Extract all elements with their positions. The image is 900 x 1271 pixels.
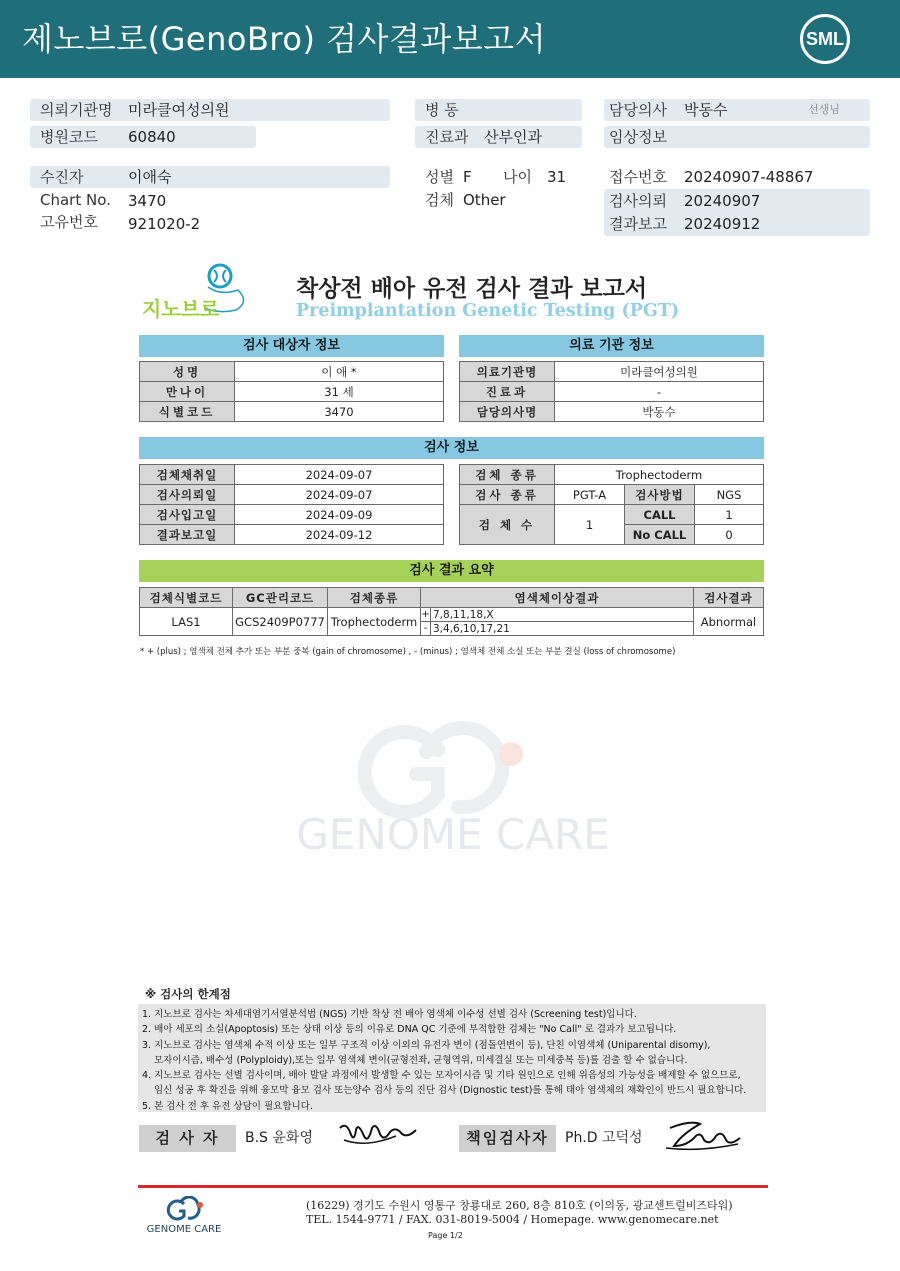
report-date-label: 결과보고일 (140, 525, 235, 545)
call-label: CALL (625, 505, 695, 525)
plus-sign: + (421, 609, 430, 620)
examinee-box (30, 166, 390, 188)
department-value: 산부인과 (484, 128, 542, 146)
test-dates-table (139, 464, 444, 545)
receipt-label: 접수번호 (609, 168, 667, 186)
summary-table (139, 587, 764, 636)
institution-section-head: 의료 기관 정보 (459, 335, 764, 357)
institution-table (459, 361, 764, 422)
call: 1 (695, 505, 764, 525)
request-value: 20240907 (684, 192, 761, 210)
genome-care-watermark-icon (278, 712, 628, 862)
ward-label: 병 동 (425, 101, 459, 119)
page-number: Page 1/2 (428, 1231, 463, 1240)
genome-care-logo-icon (136, 1196, 232, 1236)
limits-line: 5. 본 검사 전 후 유전 상담이 필요합니다. (142, 1100, 313, 1112)
table-row (140, 588, 764, 608)
table-row (140, 402, 444, 422)
plus-chromosomes: 7,8,11,18,X (431, 608, 694, 622)
collect-label: 검체채취일 (140, 465, 235, 485)
subject-section-head: 검사 대상자 정보 (139, 335, 444, 357)
limits-box (138, 1004, 766, 1112)
table-row (460, 485, 764, 505)
request-date: 2024-09-07 (235, 485, 444, 505)
institution-value: 미라클여성의원 (128, 101, 230, 119)
doctor-value: 박동수 (684, 101, 728, 119)
department-label: 진료과 (425, 128, 469, 146)
summary-gc: GCS2409P0777 (233, 608, 328, 636)
summary-col-id: 검체식별코드 (140, 588, 233, 608)
table-row (460, 402, 764, 422)
inst-name: 미라클여성의원 (555, 362, 764, 382)
chart-label: Chart No. (40, 191, 111, 209)
chief-label: 책임검사자 (459, 1125, 556, 1152)
limits-line: 1. 지노브로 검사는 차세대염기서열분석법 (NGS) 기반 착상 전 배아 염색체 이수성 선별 검사 (Screening test)입니다. (142, 1009, 637, 1020)
unique-label: 고유번호 (40, 213, 98, 231)
inst-dept: - (555, 382, 764, 402)
subject-age: 31 세 (235, 382, 444, 402)
table-row (460, 505, 764, 525)
footer-address-block (306, 1199, 733, 1227)
subject-name: 이 애 * (235, 362, 444, 382)
limits-line: 임신 성공 후 확진을 위해 융모막 융모 검사 또는양수 검사 등의 진단 검사 (Dignostic test)를 통해 태아 염색체의 재확인이 반드시 필요합니다. (154, 1085, 747, 1097)
inst-name-label: 의료기관명 (460, 362, 555, 382)
nocall: 0 (695, 525, 764, 545)
report-title-ko: 착상전 배아 유전 검사 결과 보고서 (296, 276, 648, 302)
summary-footnote: * + (plus) ; 염색체 전체 추가 또는 부분 중복 (gain of chromosome) , - (minus) ; 염색체 전체 소실 또는 부분 결실 (loss of chromosome) (140, 647, 676, 657)
minus-chromosomes: 3,4,6,10,17,21 (431, 622, 694, 636)
test-method-table (459, 464, 764, 545)
test-type-label: 검사 종류 (460, 485, 555, 505)
table-row (460, 362, 764, 382)
inst-doctor: 박동수 (555, 402, 764, 422)
collect-date: 2024-09-07 (235, 465, 444, 485)
limits-line: 4. 지노브로 검사는 선별 검사이며, 배아 발달 과정에서 발생할 수 있는 모자이시즘 및 기타 원인으로 인해 위음성의 가능성을 배제할 수 없으므로, (142, 1070, 741, 1082)
table-row (140, 465, 444, 485)
chief-name: Ph.D 고덕성 (565, 1130, 643, 1146)
hospital-code-value: 60840 (128, 128, 176, 146)
sex-label: 성별 (425, 168, 454, 186)
request-date-label: 검사의뢰일 (140, 485, 235, 505)
report-title-en: Preimplantation Genetic Testing (PGT) (296, 301, 680, 321)
test-section-head: 검사 정보 (139, 437, 764, 459)
count: 1 (555, 505, 625, 545)
doctor-label: 담당의사 (609, 101, 667, 119)
genobro-logo (140, 260, 252, 322)
chief-signature (660, 1116, 744, 1156)
institution-label: 의뢰기관명 (40, 101, 113, 119)
limits-line: 2. 배아 세포의 소실(Apoptosis) 또는 상태 이상 등의 이유로 DNA QC 기준에 부적합한 검체는 "No Call" 로 결과가 보고됩니다. (142, 1024, 677, 1036)
receive-date: 2024-09-09 (235, 505, 444, 525)
specimen-type: Trophectoderm (555, 465, 764, 485)
table-row (140, 485, 444, 505)
report-date: 2024-09-12 (235, 525, 444, 545)
request-label: 검사의뢰 (609, 192, 667, 210)
summary-section-head: 검사 결과 요약 (139, 560, 764, 582)
tester-signature (336, 1118, 422, 1152)
receipt-value: 20240907-48867 (684, 168, 814, 186)
tester-name: B.S 윤화영 (245, 1130, 313, 1146)
examinee-value: 이애숙 (128, 168, 172, 186)
subject-table (139, 361, 444, 422)
method-label: 검사방법 (625, 485, 695, 505)
report-value: 20240912 (684, 215, 761, 233)
header-bar (0, 0, 900, 78)
limits-title: ※ 검사의 한계점 (145, 987, 231, 1001)
receive-label: 검사입고일 (140, 505, 235, 525)
specimen-type-label: 검체 종류 (460, 465, 555, 485)
summary-col-result: 검사결과 (694, 588, 764, 608)
method: NGS (695, 485, 764, 505)
genobro-logo-icon (140, 260, 252, 322)
footer-contact: TEL. 1544-9771 / FAX. 031-8019-5004 / Homepage. www.genomecare.net (306, 1213, 719, 1226)
report-label: 결과보고 (609, 215, 667, 233)
table-row (140, 382, 444, 402)
specimen-value: Other (463, 191, 506, 209)
unique-value: 921020-2 (128, 215, 201, 233)
inst-doctor-label: 담당의사명 (460, 402, 555, 422)
limits-line: 모자이시즘, 배수성 (Polyploidy),또는 일부 염색체 변이(균형전좌, 균형역위, 미세결실 또는 미세중복 등)를 검출 할 수 없습니다. (154, 1054, 688, 1066)
genome-care-watermark (278, 712, 628, 862)
summary-result: Abnormal (694, 608, 764, 636)
examinee-label: 수진자 (40, 168, 84, 186)
table-row (460, 465, 764, 485)
table-row (140, 505, 444, 525)
summary-id: LAS1 (140, 608, 233, 636)
genome-care-footer-logo (136, 1196, 232, 1236)
genobro-logo-text: 지노브로 (142, 297, 220, 321)
footer-company: GENOME CARE (146, 1224, 222, 1235)
summary-type: Trophectoderm (328, 608, 421, 636)
table-row (140, 525, 444, 545)
age-label: 나이 (503, 168, 532, 186)
sml-logo: SML (800, 14, 850, 64)
chart-value: 3470 (128, 192, 167, 210)
summary-col-gc: GC관리코드 (233, 588, 328, 608)
subject-id-label: 식별코드 (140, 402, 235, 422)
page-title: 제노브로(GenoBro) 검사결과보고서 (22, 20, 547, 58)
hospital-code-label: 병원코드 (40, 128, 98, 146)
subject-id: 3470 (235, 402, 444, 422)
specimen-label: 검체 (425, 191, 454, 209)
table-row (460, 382, 764, 402)
subject-age-label: 만나이 (140, 382, 235, 402)
summary-col-abnormal: 염색체이상결과 (421, 588, 694, 608)
table-row (140, 362, 444, 382)
doctor-suffix: 선생님 (808, 103, 840, 116)
test-type: PGT-A (555, 485, 625, 505)
clinical-label: 임상정보 (609, 128, 667, 146)
tester-label: 검 사 자 (139, 1125, 236, 1152)
nocall-label: No CALL (625, 525, 695, 545)
footer-address: (16229) 경기도 수원시 영통구 창룡대로 260, 8층 810호 (이의동, 광교센트럴비즈타워) (306, 1199, 733, 1212)
table-row (140, 608, 764, 622)
sex-value: F (463, 168, 472, 186)
watermark-text: GENOME CARE (296, 810, 610, 859)
subject-name-label: 성명 (140, 362, 235, 382)
count-label: 검 체 수 (460, 505, 555, 545)
footer-divider (138, 1185, 768, 1188)
inst-dept-label: 진료과 (460, 382, 555, 402)
limits-line: 3. 지노브로 검사는 염색체 수적 이상 또는 일부 구조적 이상 이외의 유전자 변이 (점돌연변이 등), 단친 이염색체 (Uniparental disomy), (142, 1039, 711, 1051)
summary-col-type: 검체종류 (328, 588, 421, 608)
age-value: 31 (547, 168, 567, 186)
minus-sign: - (421, 622, 431, 636)
